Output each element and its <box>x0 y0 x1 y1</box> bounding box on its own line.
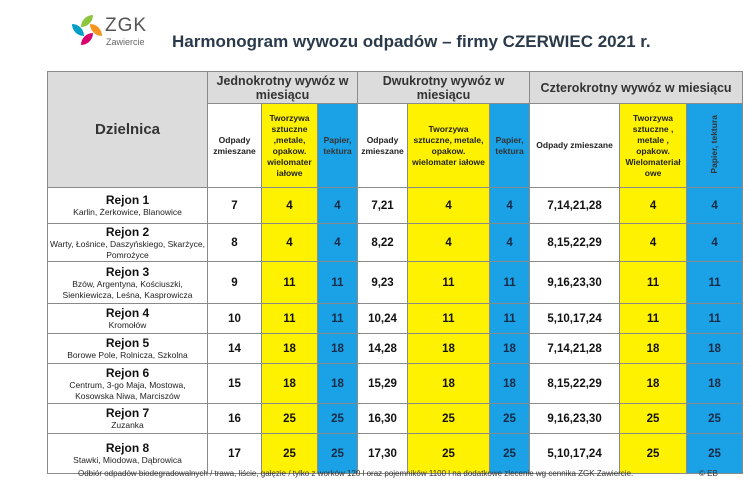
date-cell-paper-twice: 4 <box>490 188 530 224</box>
date-cell-paper-twice: 11 <box>490 304 530 334</box>
date-cell-mixed-four: 9,16,23,30 <box>530 262 620 304</box>
table-row <box>48 188 743 224</box>
date-cell-mixed-four: 7,14,21,28 <box>530 188 620 224</box>
district-streets: Warty, Łośnice, Daszyńskiego, Skarżyce, Pomrożyce <box>50 239 205 260</box>
footnote: Odbiór odpadów biodegradowalnych / trawa, liście, gałęzie / tylko z worków 120 l oraz pojemników 1100 l na dodatkowe zlecenie wg cennika ZGK Zawiercie. <box>78 469 634 478</box>
title-dash: – <box>442 32 452 51</box>
subheader-mixed-2: Odpady zmieszane <box>358 104 408 188</box>
table-row <box>48 304 743 334</box>
date-cell-plastics-twice: 11 <box>408 304 490 334</box>
date-cell-plastics-twice: 4 <box>408 188 490 224</box>
district-column-header: Dzielnica <box>48 72 208 188</box>
date-cell-paper-twice: 25 <box>490 404 530 434</box>
subheader-paper-4 <box>687 104 743 188</box>
date-cell-mixed-four: 8,15,22,29 <box>530 364 620 404</box>
date-cell-mixed-twice: 8,22 <box>358 224 408 262</box>
date-cell-mixed-once: 10 <box>208 304 262 334</box>
title-suffix: firmy CZERWIEC 2021 r. <box>456 32 651 51</box>
district-name: Rejon 5 <box>105 336 150 351</box>
title-main: Harmonogram wywozu odpadów <box>172 32 438 51</box>
date-cell-plastics-once: 11 <box>262 304 318 334</box>
date-cell-paper-twice: 18 <box>490 364 530 404</box>
table-row <box>48 224 743 262</box>
group-header-twice: Dwukrotny wywóz w miesiącu <box>358 72 530 104</box>
district-cell <box>48 334 208 364</box>
date-cell-mixed-once: 8 <box>208 224 262 262</box>
district-name: Rejon 8 <box>105 441 150 456</box>
date-cell-plastics-once: 25 <box>262 404 318 434</box>
district-streets: Karlin, Żerkowice, Blanowice <box>73 207 182 218</box>
date-cell-paper-four: 11 <box>687 304 743 334</box>
date-cell-plastics-once: 4 <box>262 224 318 262</box>
subheader-paper-2: Papier, tektura <box>490 104 530 188</box>
logo-subtitle: Zawiercie <box>106 37 145 47</box>
date-cell-paper-four: 25 <box>687 404 743 434</box>
date-cell-plastics-once: 18 <box>262 364 318 404</box>
subheader-paper-1: Papier, tektura <box>318 104 358 188</box>
date-cell-paper-four: 11 <box>687 262 743 304</box>
copyright: © EB <box>699 469 718 478</box>
district-streets: Stawki, Miodowa, Dąbrowica <box>73 455 182 466</box>
date-cell-mixed-four: 9,16,23,30 <box>530 404 620 434</box>
leaf-logo-icon <box>72 15 102 45</box>
date-cell-paper-once: 4 <box>318 224 358 262</box>
district-streets: Kromołów <box>108 320 147 331</box>
date-cell-plastics-twice: 18 <box>408 334 490 364</box>
logo-name: ZGK <box>105 15 148 36</box>
subheader-plastics-2: Tworzywa sztuczne, metale, opakow. wielomater iałowe <box>408 104 490 188</box>
date-cell-paper-four: 18 <box>687 364 743 404</box>
date-cell-mixed-four: 5,10,17,24 <box>530 304 620 334</box>
date-cell-mixed-twice: 14,28 <box>358 334 408 364</box>
date-cell-paper-once: 11 <box>318 304 358 334</box>
date-cell-plastics-once: 18 <box>262 334 318 364</box>
date-cell-mixed-twice: 7,21 <box>358 188 408 224</box>
date-cell-paper-once: 4 <box>318 188 358 224</box>
district-name: Rejon 1 <box>105 193 150 208</box>
date-cell-mixed-once: 9 <box>208 262 262 304</box>
date-cell-mixed-four: 7,14,21,28 <box>530 334 620 364</box>
district-streets: Centrum, 3-go Maja, Mostowa, Kosowska Niwa, Marciszów <box>69 380 186 401</box>
district-streets: Zuzanka <box>111 420 144 431</box>
district-name: Rejon 4 <box>105 306 150 321</box>
table-row <box>48 434 743 474</box>
date-cell-paper-twice: 4 <box>490 224 530 262</box>
date-cell-mixed-four: 5,10,17,24 <box>530 434 620 474</box>
district-cell <box>48 364 208 404</box>
date-cell-mixed-once: 15 <box>208 364 262 404</box>
date-cell-plastics-four: 18 <box>620 364 687 404</box>
date-cell-paper-once: 11 <box>318 262 358 304</box>
district-name: Rejon 6 <box>105 366 150 380</box>
page-title <box>172 32 651 52</box>
date-cell-paper-twice: 11 <box>490 262 530 304</box>
district-name: Rejon 7 <box>105 406 150 421</box>
date-cell-plastics-twice: 4 <box>408 224 490 262</box>
date-cell-paper-once: 18 <box>318 364 358 404</box>
date-cell-paper-four: 4 <box>687 188 743 224</box>
date-cell-plastics-twice: 25 <box>408 434 490 474</box>
date-cell-mixed-once: 17 <box>208 434 262 474</box>
subheader-mixed-1: Odpady zmieszane <box>208 104 262 188</box>
district-streets: Bzów, Argentyna, Kościuszki, Sienkiewicza, Leśna, Kasprowicza <box>62 279 193 300</box>
date-cell-plastics-four: 11 <box>620 262 687 304</box>
date-cell-plastics-once: 11 <box>262 262 318 304</box>
subheader-mixed-4: Odpady zmieszane <box>530 104 620 188</box>
date-cell-plastics-four: 18 <box>620 334 687 364</box>
date-cell-plastics-four: 25 <box>620 434 687 474</box>
table-row <box>48 364 743 404</box>
date-cell-plastics-four: 11 <box>620 304 687 334</box>
date-cell-plastics-twice: 11 <box>408 262 490 304</box>
group-header-once: Jednokrotny wywóz w miesiącu <box>208 72 358 104</box>
district-streets: Borowe Pole, Rolnicza, Szkolna <box>67 350 188 361</box>
subheader-paper-4-label: Papier, tektura <box>709 114 720 174</box>
district-cell <box>48 262 208 304</box>
date-cell-plastics-four: 4 <box>620 188 687 224</box>
district-cell <box>48 434 208 474</box>
date-cell-plastics-four: 4 <box>620 224 687 262</box>
date-cell-plastics-four: 25 <box>620 404 687 434</box>
date-cell-mixed-twice: 10,24 <box>358 304 408 334</box>
subheader-plastics-1: Tworzywa sztuczne ,metale, opakow. wielomater iałowe <box>262 104 318 188</box>
date-cell-paper-four: 18 <box>687 334 743 364</box>
date-cell-plastics-twice: 18 <box>408 364 490 404</box>
table-row <box>48 334 743 364</box>
date-cell-plastics-once: 25 <box>262 434 318 474</box>
district-cell <box>48 188 208 224</box>
date-cell-mixed-once: 7 <box>208 188 262 224</box>
date-cell-mixed-twice: 9,23 <box>358 262 408 304</box>
date-cell-mixed-once: 16 <box>208 404 262 434</box>
group-header-four: Czterokrotny wywóz w miesiącu <box>530 72 743 104</box>
subheader-plastics-4: Tworzywa sztuczne , metale , opakow. Wielomateriał owe <box>620 104 687 188</box>
district-cell <box>48 224 208 262</box>
date-cell-paper-four: 25 <box>687 434 743 474</box>
date-cell-paper-twice: 25 <box>490 434 530 474</box>
date-cell-paper-twice: 18 <box>490 334 530 364</box>
table-row <box>48 404 743 434</box>
date-cell-mixed-twice: 15,29 <box>358 364 408 404</box>
table-row <box>48 262 743 304</box>
district-cell <box>48 404 208 434</box>
date-cell-mixed-once: 14 <box>208 334 262 364</box>
schedule-table <box>47 71 743 474</box>
date-cell-mixed-twice: 17,30 <box>358 434 408 474</box>
date-cell-paper-four: 4 <box>687 224 743 262</box>
district-name: Rejon 3 <box>105 265 150 279</box>
date-cell-mixed-four: 8,15,22,29 <box>530 224 620 262</box>
district-cell <box>48 304 208 334</box>
date-cell-paper-once: 25 <box>318 404 358 434</box>
date-cell-plastics-twice: 25 <box>408 404 490 434</box>
district-name: Rejon 2 <box>105 225 150 239</box>
date-cell-paper-once: 18 <box>318 334 358 364</box>
date-cell-plastics-once: 4 <box>262 188 318 224</box>
date-cell-paper-once: 25 <box>318 434 358 474</box>
date-cell-mixed-twice: 16,30 <box>358 404 408 434</box>
zgk-logo <box>72 15 172 51</box>
